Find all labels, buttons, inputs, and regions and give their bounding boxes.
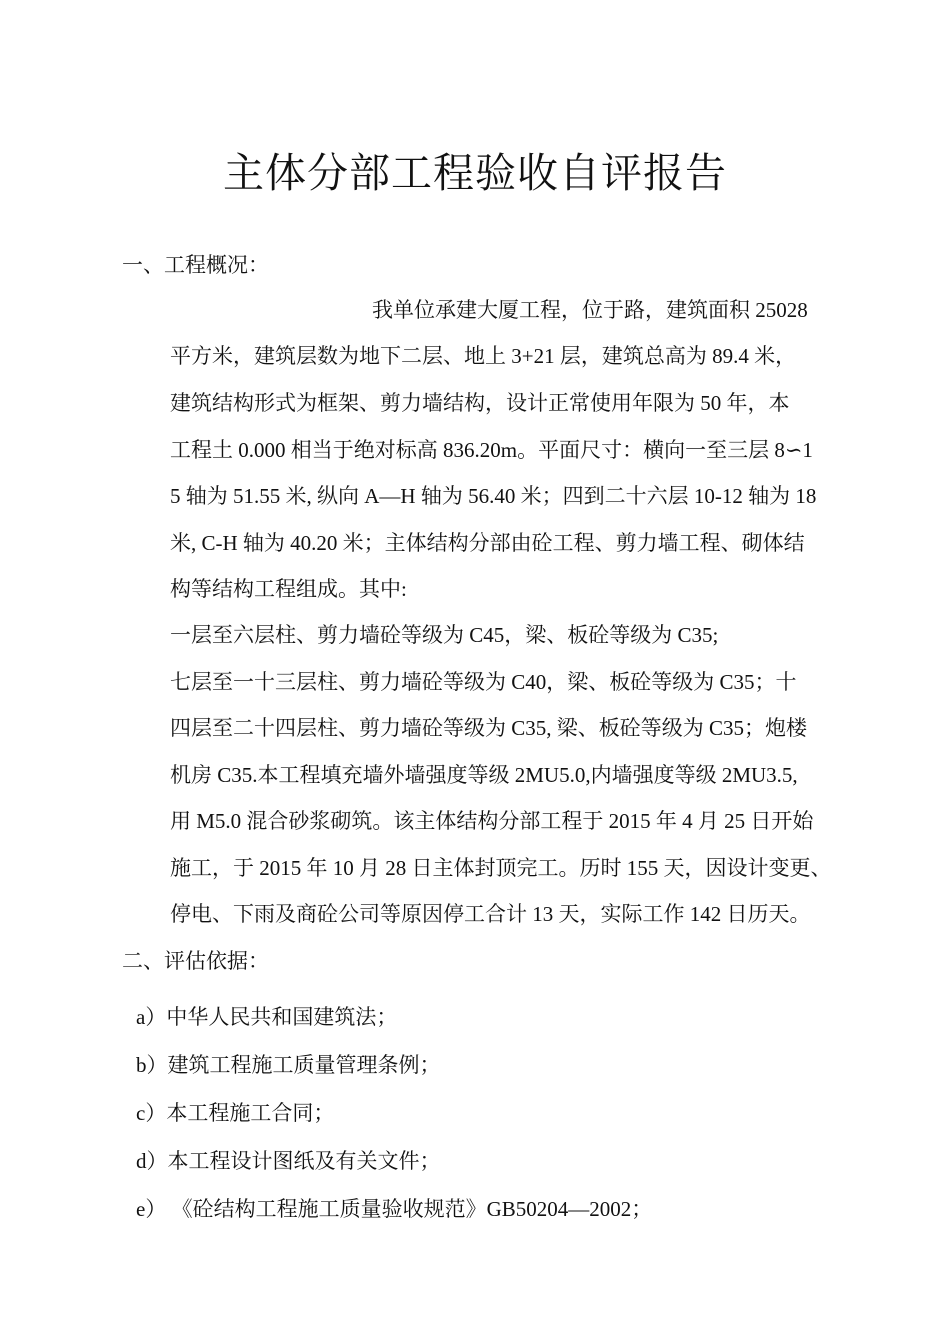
paragraph-line: 米, C-H 轴为 40.20 米；主体结构分部由砼工程、剪力墙工程、砌体结 [170,531,805,555]
paragraph-line: 平方米，建筑层数为地下二层、地上 3+21 层，建筑总高为 89.4 米， [170,344,797,368]
paragraph-line: 5 轴为 51.55 米, 纵向 A—H 轴为 56.40 米；四到二十六层 10-12 轴为 18 [170,484,817,508]
section-heading-basis: 二、评估依据： [122,949,269,973]
paragraph-line: 一层至六层柱、剪力墙砼等级为 C45，梁、板砼等级为 C35; [170,623,719,647]
section-heading-overview: 一、工程概况： [122,253,269,277]
document-title: 主体分部工程验收自评报告 [223,150,727,196]
paragraph-line: 建筑结构形式为框架、剪力墙结构，设计正常使用年限为 50 年，本 [170,391,790,415]
list-item: d）本工程设计图纸及有关文件； [136,1149,441,1173]
list-item: b）建筑工程施工质量管理条例； [136,1053,441,1077]
paragraph-line: 用 M5.0 混合砂浆砌筑。该主体结构分部工程于 2015 年 4 月 25 日开始 [170,809,814,833]
paragraph-line: 工程土 0.000 相当于绝对标高 836.20m。平面尺寸：横向一至三层 8∽1 [170,438,813,462]
list-item: c）本工程施工合同； [136,1101,335,1125]
paragraph-line: 构等结构工程组成。其中: [170,577,407,601]
paragraph-line: 七层至一十三层柱、剪力墙砼等级为 C40，梁、板砼等级为 C35；十 [170,670,797,694]
paragraph-line: 我单位承建大厦工程，位于路，建筑面积 25028 [372,298,808,322]
paragraph-line: 停电、下雨及商砼公司等原因停工合计 13 天，实际工作 142 日历天。 [170,902,811,926]
list-item: a）中华人民共和国建筑法； [136,1005,398,1029]
list-item: e） 《砼结构工程施工质量验收规范》GB50204—2002； [136,1197,653,1221]
paragraph-line: 施工，于 2015 年 10 月 28 日主体封顶完工。历时 155 天，因设计变更、 [170,856,832,880]
paragraph-line: 四层至二十四层柱、剪力墙砼等级为 C35, 梁、板砼等级为 C35；炮楼 [170,716,808,740]
paragraph-line: 机房 C35.本工程填充墙外墙强度等级 2MU5.0,内墙强度等级 2MU3.5, [170,763,798,787]
